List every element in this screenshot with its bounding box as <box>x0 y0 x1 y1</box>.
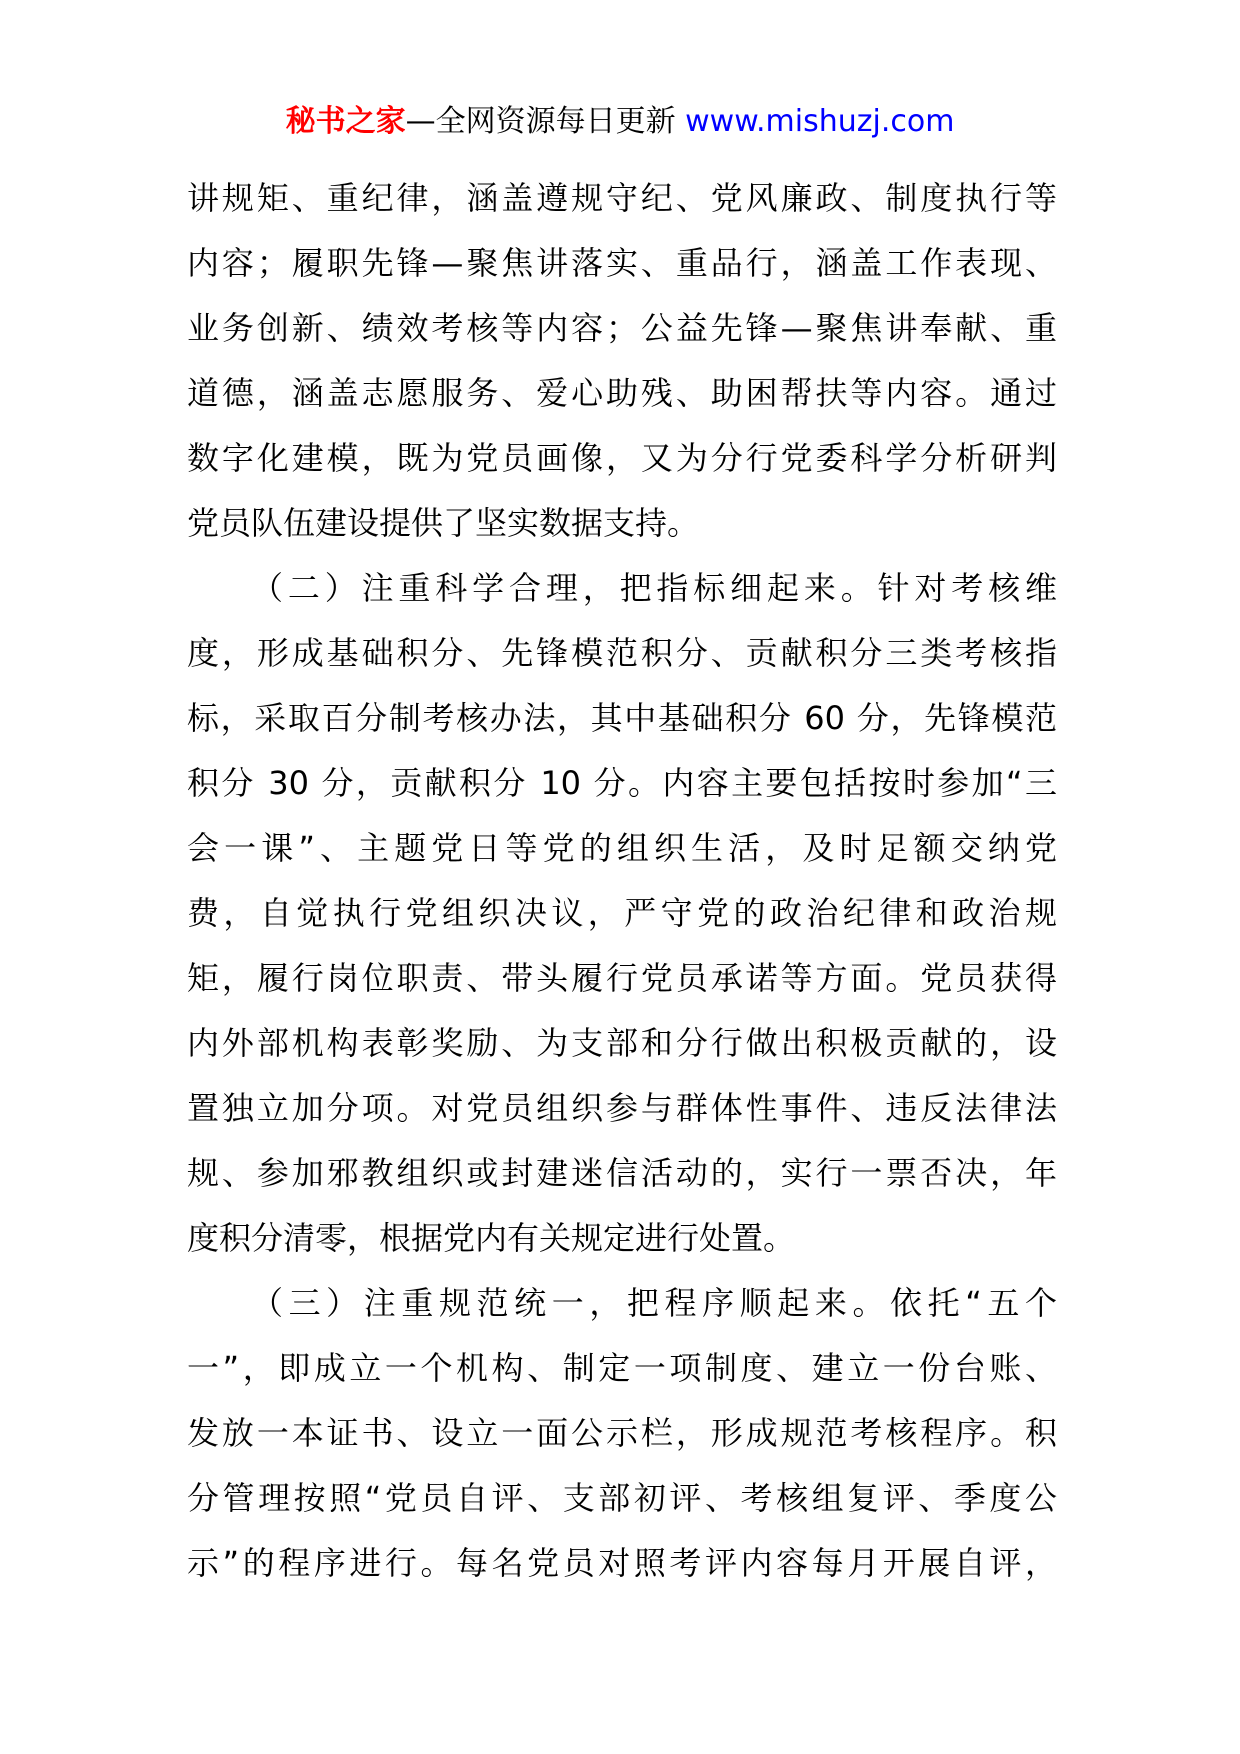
text-line: 内容；履职先锋—聚焦讲落实、重品行，涵盖工作表现、 <box>187 244 1057 282</box>
text-line: （三）注重规范统一，把程序顺起来。依托“五个 <box>251 1284 1057 1322</box>
site-header <box>0 100 1240 144</box>
text-line: 矩，履行岗位职责、带头履行党员承诺等方面。党员获得 <box>187 959 1057 997</box>
text-line: 分管理按照“党员自评、支部初评、考核组复评、季度公 <box>187 1479 1057 1517</box>
text-line: 道德，涵盖志愿服务、爱心助残、助困帮扶等内容。通过 <box>187 374 1057 412</box>
text-line: 讲规矩、重纪律，涵盖遵规守纪、党风廉政、制度执行等 <box>187 179 1057 217</box>
header-slogan: —全网资源每日更新 <box>405 104 686 139</box>
text-line: 会一课”、主题党日等党的组织生活，及时足额交纳党 <box>187 829 1057 867</box>
text-line: 内外部机构表彰奖励、为支部和分行做出积极贡献的，设 <box>187 1024 1057 1062</box>
brand-name: 秘书之家 <box>285 104 406 139</box>
text-line: 示”的程序进行。每名党员对照考评内容每月开展自评， <box>187 1544 1057 1582</box>
text-line: 标，采取百分制考核办法，其中基础积分 60 分，先锋模范 <box>187 699 1057 737</box>
text-line: 度，形成基础积分、先锋模范积分、贡献积分三类考核指 <box>187 634 1057 672</box>
text-line: 一”，即成立一个机构、制定一项制度、建立一份台账、 <box>187 1349 1057 1387</box>
text-line: 党员队伍建设提供了坚实数据支持。 <box>187 504 700 542</box>
text-line: 费，自觉执行党组织决议，严守党的政治纪律和政治规 <box>187 894 1057 932</box>
text-line: （二）注重科学合理，把指标细起来。针对考核维 <box>251 569 1057 607</box>
text-line: 积分 30 分，贡献积分 10 分。内容主要包括按时参加“三 <box>187 764 1057 802</box>
text-line: 发放一本证书、设立一面公示栏，形成规范考核程序。积 <box>187 1414 1057 1452</box>
site-url-link[interactable]: www.mishuzj.com <box>685 104 955 139</box>
text-line: 规、参加邪教组织或封建迷信活动的，实行一票否决，年 <box>187 1154 1057 1192</box>
text-line: 数字化建模，既为党员画像，又为分行党委科学分析研判 <box>187 439 1057 477</box>
text-line: 度积分清零，根据党内有关规定进行处置。 <box>187 1219 796 1257</box>
text-line: 业务创新、绩效考核等内容；公益先锋—聚焦讲奉献、重 <box>187 309 1057 347</box>
document-body <box>187 166 1057 1596</box>
text-line: 置独立加分项。对党员组织参与群体性事件、违反法律法 <box>187 1089 1057 1127</box>
